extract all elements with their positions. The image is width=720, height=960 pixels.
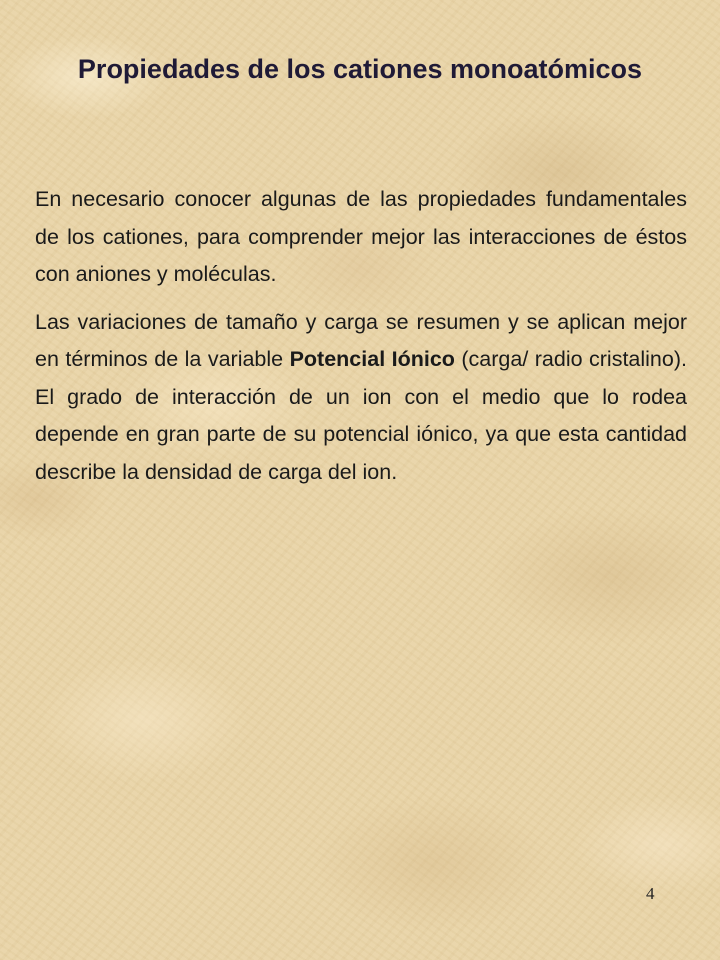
slide-body: [35, 181, 687, 491]
slide-title: Propiedades de los cationes monoatómicos: [77, 54, 643, 84]
paragraph-ionic-potential: [35, 304, 687, 492]
paragraph-text-before: Las variaciones de tamaño y carga se resumen y se aplican mejor en términos de la variable: [35, 309, 687, 371]
term-potencial-ionico: Potencial Iónico: [289, 347, 455, 371]
paragraph-intro: En necesario conocer algunas de las propiedades fundamentales de los cationes, para comprender mejor las interacciones de éstos con aniones y moléculas.: [35, 187, 687, 286]
page-number: 4: [646, 884, 655, 903]
paragraph-text-after: (carga/ radio cristalino). El grado de interacción de un ion con el medio que lo rodea depende en gran parte de su potencial iónico, ya que esta cantidad describe la densidad de carga del ion.: [35, 347, 687, 484]
